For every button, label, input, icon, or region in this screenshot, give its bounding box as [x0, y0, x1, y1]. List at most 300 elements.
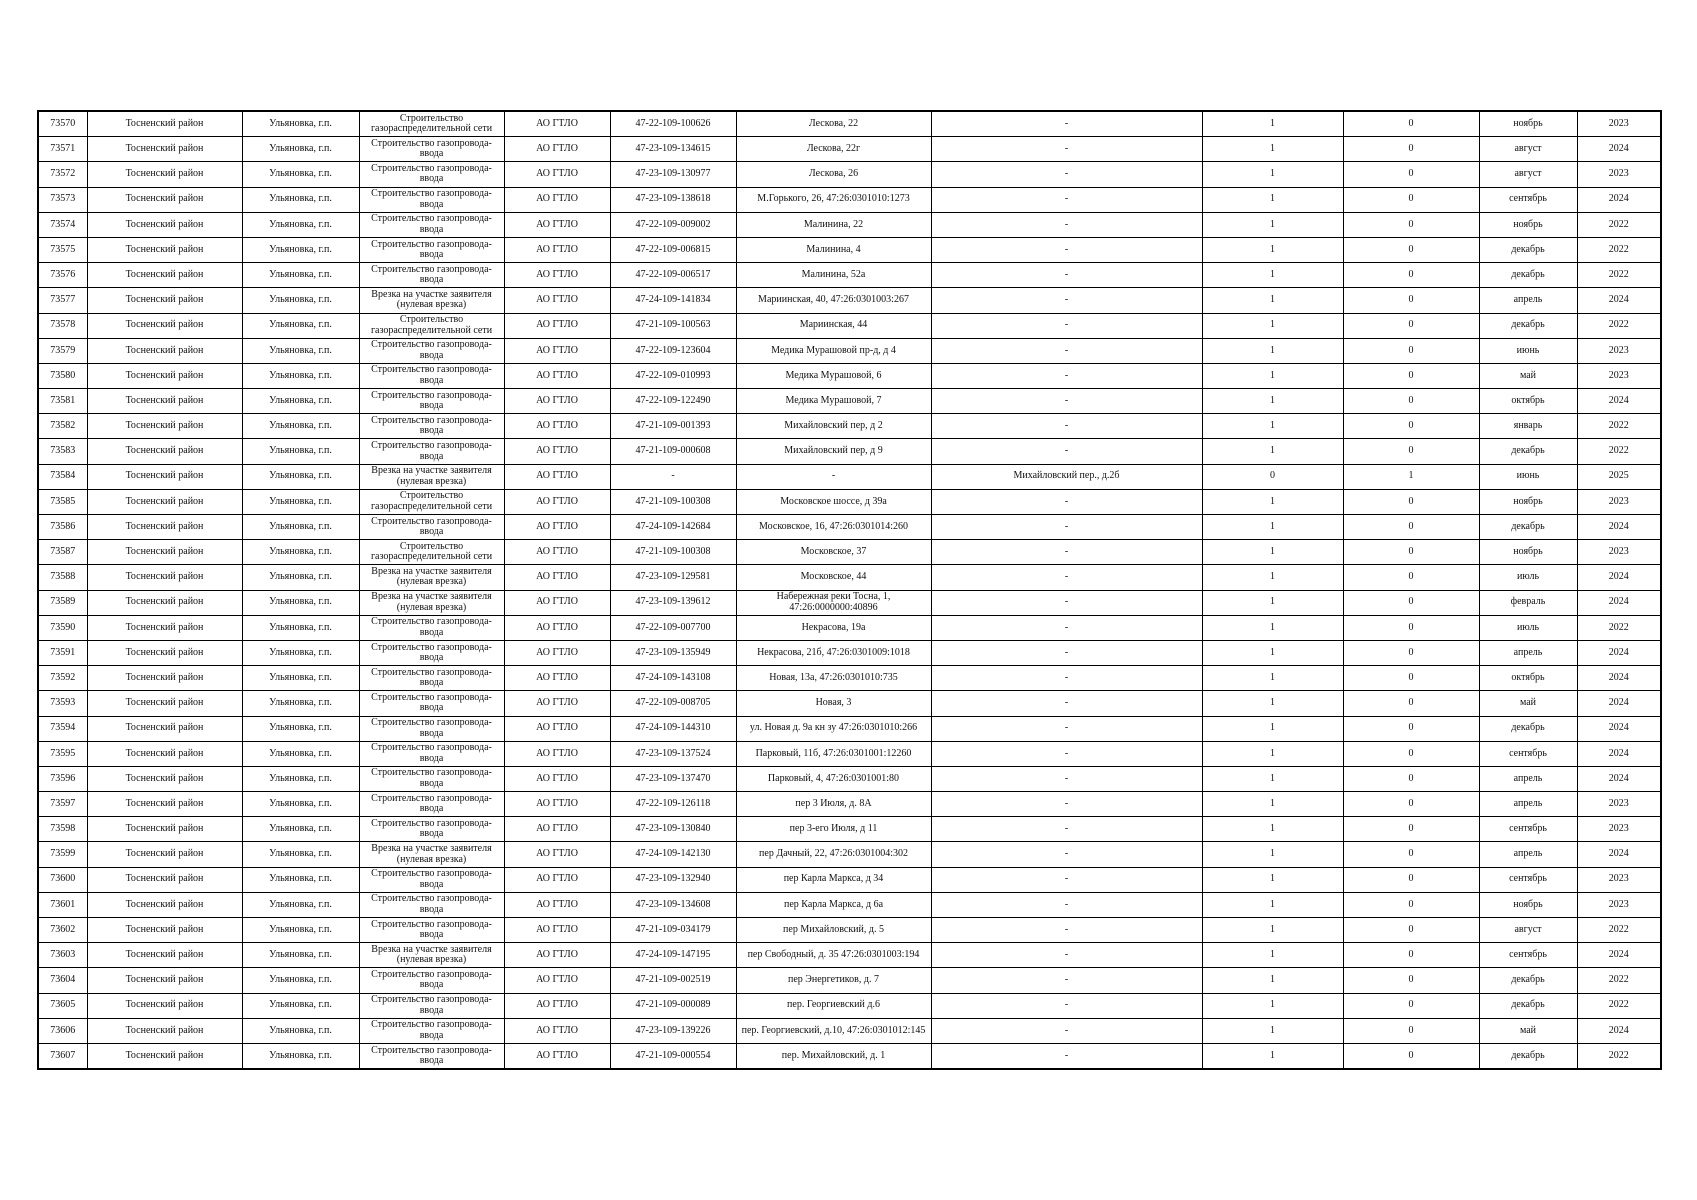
row-id-cell: 73601: [38, 892, 87, 917]
alt-address-cell: -: [931, 137, 1202, 162]
alt-address-cell: -: [931, 792, 1202, 817]
work-type-cell: Строительство газопровода-ввода: [359, 766, 504, 791]
settlement-cell: Ульяновка, г.п.: [242, 766, 359, 791]
count-a-cell: 1: [1202, 414, 1343, 439]
settlement-cell: Ульяновка, г.п.: [242, 691, 359, 716]
district-cell: Тосненский район: [87, 212, 242, 237]
count-a-cell: 1: [1202, 993, 1343, 1018]
alt-address-cell: -: [931, 817, 1202, 842]
work-type-cell: Строительство газопровода-ввода: [359, 918, 504, 943]
address-cell: пер Карла Маркса, д 6а: [736, 892, 931, 917]
year-cell: 2025: [1577, 464, 1661, 489]
month-cell: декабрь: [1479, 716, 1577, 741]
organization-cell: АО ГТЛО: [504, 389, 610, 414]
row-id-cell: 73579: [38, 338, 87, 363]
count-a-cell: 1: [1202, 943, 1343, 968]
count-b-cell: 0: [1343, 414, 1479, 439]
application-number-cell: 47-23-109-139226: [610, 1018, 736, 1043]
table-row: [38, 464, 1661, 489]
settlement-cell: Ульяновка, г.п.: [242, 968, 359, 993]
year-cell: 2022: [1577, 414, 1661, 439]
district-cell: Тосненский район: [87, 162, 242, 187]
row-id-cell: 73593: [38, 691, 87, 716]
year-cell: 2024: [1577, 590, 1661, 615]
district-cell: Тосненский район: [87, 892, 242, 917]
alt-address-cell: -: [931, 1018, 1202, 1043]
organization-cell: АО ГТЛО: [504, 640, 610, 665]
count-b-cell: 0: [1343, 338, 1479, 363]
row-id-cell: 73574: [38, 212, 87, 237]
organization-cell: АО ГТЛО: [504, 1018, 610, 1043]
count-b-cell: 0: [1343, 263, 1479, 288]
organization-cell: АО ГТЛО: [504, 867, 610, 892]
application-number-cell: 47-21-109-002519: [610, 968, 736, 993]
row-id-cell: 73595: [38, 741, 87, 766]
table-row: [38, 540, 1661, 565]
settlement-cell: Ульяновка, г.п.: [242, 263, 359, 288]
count-a-cell: 1: [1202, 766, 1343, 791]
organization-cell: АО ГТЛО: [504, 892, 610, 917]
organization-cell: АО ГТЛО: [504, 515, 610, 540]
work-type-cell: Строительство газопровода-ввода: [359, 691, 504, 716]
settlement-cell: Ульяновка, г.п.: [242, 515, 359, 540]
settlement-cell: Ульяновка, г.п.: [242, 540, 359, 565]
district-cell: Тосненский район: [87, 237, 242, 262]
count-b-cell: 0: [1343, 1018, 1479, 1043]
settlement-cell: Ульяновка, г.п.: [242, 389, 359, 414]
application-number-cell: 47-22-109-007700: [610, 615, 736, 640]
application-number-cell: 47-23-109-130840: [610, 817, 736, 842]
count-b-cell: 0: [1343, 590, 1479, 615]
count-b-cell: 0: [1343, 918, 1479, 943]
settlement-cell: Ульяновка, г.п.: [242, 817, 359, 842]
year-cell: 2024: [1577, 288, 1661, 313]
month-cell: август: [1479, 918, 1577, 943]
settlement-cell: Ульяновка, г.п.: [242, 1043, 359, 1069]
table-row: [38, 489, 1661, 514]
year-cell: 2024: [1577, 389, 1661, 414]
alt-address-cell: -: [931, 615, 1202, 640]
count-a-cell: 1: [1202, 892, 1343, 917]
address-cell: Мариинская, 40, 47:26:0301003:267: [736, 288, 931, 313]
work-type-cell: Врезка на участке заявителя (нулевая врезка): [359, 565, 504, 590]
organization-cell: АО ГТЛО: [504, 943, 610, 968]
work-type-cell: Строительство газопровода-ввода: [359, 137, 504, 162]
district-cell: Тосненский район: [87, 414, 242, 439]
alt-address-cell: -: [931, 212, 1202, 237]
alt-address-cell: -: [931, 691, 1202, 716]
settlement-cell: Ульяновка, г.п.: [242, 439, 359, 464]
work-type-cell: Врезка на участке заявителя (нулевая врезка): [359, 943, 504, 968]
district-cell: Тосненский район: [87, 666, 242, 691]
address-cell: пер. Георгиевский д.6: [736, 993, 931, 1018]
count-b-cell: 0: [1343, 666, 1479, 691]
year-cell: 2022: [1577, 237, 1661, 262]
count-a-cell: 1: [1202, 817, 1343, 842]
organization-cell: АО ГТЛО: [504, 237, 610, 262]
year-cell: 2024: [1577, 666, 1661, 691]
table-row: [38, 918, 1661, 943]
organization-cell: АО ГТЛО: [504, 288, 610, 313]
row-id-cell: 73573: [38, 187, 87, 212]
month-cell: декабрь: [1479, 515, 1577, 540]
settlement-cell: Ульяновка, г.п.: [242, 111, 359, 137]
count-b-cell: 0: [1343, 515, 1479, 540]
application-number-cell: 47-21-109-000554: [610, 1043, 736, 1069]
table-row: [38, 389, 1661, 414]
count-a-cell: 1: [1202, 716, 1343, 741]
settlement-cell: Ульяновка, г.п.: [242, 489, 359, 514]
alt-address-cell: -: [931, 111, 1202, 137]
address-cell: пер Карла Маркса, д 34: [736, 867, 931, 892]
year-cell: 2023: [1577, 363, 1661, 388]
alt-address-cell: -: [931, 842, 1202, 867]
year-cell: 2022: [1577, 313, 1661, 338]
organization-cell: АО ГТЛО: [504, 666, 610, 691]
work-type-cell: Строительство газопровода-ввода: [359, 615, 504, 640]
row-id-cell: 73576: [38, 263, 87, 288]
row-id-cell: 73578: [38, 313, 87, 338]
settlement-cell: Ульяновка, г.п.: [242, 237, 359, 262]
district-cell: Тосненский район: [87, 263, 242, 288]
alt-address-cell: -: [931, 540, 1202, 565]
month-cell: октябрь: [1479, 389, 1577, 414]
organization-cell: АО ГТЛО: [504, 993, 610, 1018]
alt-address-cell: -: [931, 263, 1202, 288]
count-b-cell: 0: [1343, 993, 1479, 1018]
month-cell: сентябрь: [1479, 943, 1577, 968]
table-row: [38, 716, 1661, 741]
count-a-cell: 1: [1202, 237, 1343, 262]
work-type-cell: Врезка на участке заявителя (нулевая врезка): [359, 464, 504, 489]
settlement-cell: Ульяновка, г.п.: [242, 187, 359, 212]
year-cell: 2023: [1577, 792, 1661, 817]
district-cell: Тосненский район: [87, 792, 242, 817]
alt-address-cell: -: [931, 414, 1202, 439]
application-number-cell: 47-22-109-126118: [610, 792, 736, 817]
count-a-cell: 1: [1202, 187, 1343, 212]
year-cell: 2023: [1577, 817, 1661, 842]
address-cell: М.Горького, 26, 47:26:0301010:1273: [736, 187, 931, 212]
settlement-cell: Ульяновка, г.п.: [242, 565, 359, 590]
table-row: [38, 590, 1661, 615]
settlement-cell: Ульяновка, г.п.: [242, 615, 359, 640]
district-cell: Тосненский район: [87, 817, 242, 842]
address-cell: пер Михайловский, д. 5: [736, 918, 931, 943]
organization-cell: АО ГТЛО: [504, 716, 610, 741]
table-row: [38, 111, 1661, 137]
count-a-cell: 1: [1202, 666, 1343, 691]
settlement-cell: Ульяновка, г.п.: [242, 338, 359, 363]
table-row: [38, 766, 1661, 791]
organization-cell: АО ГТЛО: [504, 615, 610, 640]
alt-address-cell: -: [931, 565, 1202, 590]
application-number-cell: 47-23-109-139612: [610, 590, 736, 615]
table-row: [38, 741, 1661, 766]
work-type-cell: Строительство газопровода-ввода: [359, 716, 504, 741]
row-id-cell: 73575: [38, 237, 87, 262]
work-type-cell: Строительство газопровода-ввода: [359, 187, 504, 212]
alt-address-cell: -: [931, 187, 1202, 212]
district-cell: Тосненский район: [87, 540, 242, 565]
table-row: [38, 212, 1661, 237]
count-b-cell: 0: [1343, 288, 1479, 313]
alt-address-cell: -: [931, 766, 1202, 791]
address-cell: Некрасова, 19а: [736, 615, 931, 640]
work-type-cell: Строительство газопровода-ввода: [359, 640, 504, 665]
alt-address-cell: -: [931, 918, 1202, 943]
address-cell: ул. Новая д. 9а кн зу 47:26:0301010:266: [736, 716, 931, 741]
organization-cell: АО ГТЛО: [504, 313, 610, 338]
district-cell: Тосненский район: [87, 741, 242, 766]
count-a-cell: 1: [1202, 162, 1343, 187]
month-cell: апрель: [1479, 766, 1577, 791]
count-a-cell: 1: [1202, 137, 1343, 162]
count-b-cell: 0: [1343, 892, 1479, 917]
address-cell: Московское, 37: [736, 540, 931, 565]
table-row: [38, 137, 1661, 162]
organization-cell: АО ГТЛО: [504, 439, 610, 464]
alt-address-cell: -: [931, 943, 1202, 968]
address-cell: Лескова, 22г: [736, 137, 931, 162]
district-cell: Тосненский район: [87, 993, 242, 1018]
year-cell: 2024: [1577, 187, 1661, 212]
year-cell: 2022: [1577, 1043, 1661, 1069]
year-cell: 2024: [1577, 565, 1661, 590]
table-row: [38, 363, 1661, 388]
application-number-cell: 47-23-109-137470: [610, 766, 736, 791]
row-id-cell: 73598: [38, 817, 87, 842]
district-cell: Тосненский район: [87, 389, 242, 414]
address-cell: Медика Мурашовой, 6: [736, 363, 931, 388]
alt-address-cell: -: [931, 741, 1202, 766]
alt-address-cell: -: [931, 666, 1202, 691]
application-number-cell: -: [610, 464, 736, 489]
count-a-cell: 1: [1202, 590, 1343, 615]
district-cell: Тосненский район: [87, 1043, 242, 1069]
address-cell: Малинина, 4: [736, 237, 931, 262]
address-cell: -: [736, 464, 931, 489]
year-cell: 2023: [1577, 540, 1661, 565]
settlement-cell: Ульяновка, г.п.: [242, 943, 359, 968]
work-type-cell: Строительство газораспределительной сети: [359, 111, 504, 137]
table-row: [38, 187, 1661, 212]
count-b-cell: 0: [1343, 615, 1479, 640]
address-cell: пер. Георгиевский, д.10, 47:26:0301012:145: [736, 1018, 931, 1043]
address-cell: Некрасова, 21б, 47:26:0301009:1018: [736, 640, 931, 665]
count-a-cell: 1: [1202, 691, 1343, 716]
district-cell: Тосненский район: [87, 716, 242, 741]
table-row: [38, 640, 1661, 665]
row-id-cell: 73591: [38, 640, 87, 665]
row-id-cell: 73599: [38, 842, 87, 867]
district-cell: Тосненский район: [87, 590, 242, 615]
count-b-cell: 1: [1343, 464, 1479, 489]
year-cell: 2022: [1577, 615, 1661, 640]
district-cell: Тосненский район: [87, 565, 242, 590]
alt-address-cell: -: [931, 338, 1202, 363]
count-a-cell: 1: [1202, 565, 1343, 590]
row-id-cell: 73594: [38, 716, 87, 741]
year-cell: 2022: [1577, 212, 1661, 237]
application-number-cell: 47-22-109-006815: [610, 237, 736, 262]
row-id-cell: 73587: [38, 540, 87, 565]
table-row: [38, 515, 1661, 540]
month-cell: июнь: [1479, 338, 1577, 363]
organization-cell: АО ГТЛО: [504, 162, 610, 187]
table-row: [38, 414, 1661, 439]
settlement-cell: Ульяновка, г.п.: [242, 212, 359, 237]
organization-cell: АО ГТЛО: [504, 489, 610, 514]
application-number-cell: 47-22-109-122490: [610, 389, 736, 414]
application-number-cell: 47-21-109-000089: [610, 993, 736, 1018]
work-type-cell: Строительство газопровода-ввода: [359, 363, 504, 388]
address-cell: пер Свободный, д. 35 47:26:0301003:194: [736, 943, 931, 968]
row-id-cell: 73606: [38, 1018, 87, 1043]
alt-address-cell: -: [931, 389, 1202, 414]
work-type-cell: Строительство газопровода-ввода: [359, 1018, 504, 1043]
district-cell: Тосненский район: [87, 968, 242, 993]
work-type-cell: Строительство газопровода-ввода: [359, 212, 504, 237]
address-cell: Московское шоссе, д 39а: [736, 489, 931, 514]
month-cell: январь: [1479, 414, 1577, 439]
organization-cell: АО ГТЛО: [504, 464, 610, 489]
count-a-cell: 1: [1202, 515, 1343, 540]
organization-cell: АО ГТЛО: [504, 741, 610, 766]
count-a-cell: 1: [1202, 741, 1343, 766]
year-cell: 2024: [1577, 1018, 1661, 1043]
application-number-cell: 47-21-109-100563: [610, 313, 736, 338]
organization-cell: АО ГТЛО: [504, 212, 610, 237]
table-row: [38, 162, 1661, 187]
month-cell: сентябрь: [1479, 867, 1577, 892]
organization-cell: АО ГТЛО: [504, 968, 610, 993]
month-cell: декабрь: [1479, 439, 1577, 464]
district-cell: Тосненский район: [87, 363, 242, 388]
alt-address-cell: Михайловский пер., д.2б: [931, 464, 1202, 489]
application-number-cell: 47-24-109-142684: [610, 515, 736, 540]
address-cell: Малинина, 22: [736, 212, 931, 237]
month-cell: октябрь: [1479, 666, 1577, 691]
table-body: [38, 111, 1661, 1069]
settlement-cell: Ульяновка, г.п.: [242, 741, 359, 766]
count-a-cell: 1: [1202, 363, 1343, 388]
district-cell: Тосненский район: [87, 766, 242, 791]
work-type-cell: Врезка на участке заявителя (нулевая врезка): [359, 842, 504, 867]
work-type-cell: Строительство газораспределительной сети: [359, 540, 504, 565]
alt-address-cell: -: [931, 716, 1202, 741]
count-a-cell: 1: [1202, 968, 1343, 993]
address-cell: Набережная реки Тосна, 1, 47:26:0000000:40896: [736, 590, 931, 615]
organization-cell: АО ГТЛО: [504, 363, 610, 388]
count-b-cell: 0: [1343, 943, 1479, 968]
alt-address-cell: -: [931, 162, 1202, 187]
address-cell: Парковый, 11б, 47:26:0301001:12260: [736, 741, 931, 766]
organization-cell: АО ГТЛО: [504, 792, 610, 817]
row-id-cell: 73584: [38, 464, 87, 489]
organization-cell: АО ГТЛО: [504, 187, 610, 212]
address-cell: Новая, 3: [736, 691, 931, 716]
count-b-cell: 0: [1343, 640, 1479, 665]
settlement-cell: Ульяновка, г.п.: [242, 414, 359, 439]
application-number-cell: 47-23-109-137524: [610, 741, 736, 766]
organization-cell: АО ГТЛО: [504, 540, 610, 565]
count-a-cell: 1: [1202, 615, 1343, 640]
year-cell: 2023: [1577, 892, 1661, 917]
application-number-cell: 47-23-109-138618: [610, 187, 736, 212]
work-type-cell: Врезка на участке заявителя (нулевая врезка): [359, 590, 504, 615]
count-b-cell: 0: [1343, 792, 1479, 817]
address-cell: Лескова, 26: [736, 162, 931, 187]
table-row: [38, 666, 1661, 691]
row-id-cell: 73596: [38, 766, 87, 791]
row-id-cell: 73577: [38, 288, 87, 313]
month-cell: сентябрь: [1479, 817, 1577, 842]
work-type-cell: Строительство газопровода-ввода: [359, 439, 504, 464]
work-type-cell: Строительство газопровода-ввода: [359, 666, 504, 691]
application-number-cell: 47-22-109-100626: [610, 111, 736, 137]
row-id-cell: 73590: [38, 615, 87, 640]
count-b-cell: 0: [1343, 691, 1479, 716]
address-cell: Малинина, 52а: [736, 263, 931, 288]
alt-address-cell: -: [931, 968, 1202, 993]
month-cell: апрель: [1479, 640, 1577, 665]
alt-address-cell: -: [931, 993, 1202, 1018]
year-cell: 2023: [1577, 162, 1661, 187]
month-cell: апрель: [1479, 792, 1577, 817]
year-cell: 2022: [1577, 968, 1661, 993]
district-cell: Тосненский район: [87, 313, 242, 338]
data-table: [37, 110, 1662, 1070]
organization-cell: АО ГТЛО: [504, 1043, 610, 1069]
count-a-cell: 1: [1202, 212, 1343, 237]
application-number-cell: 47-22-109-010993: [610, 363, 736, 388]
month-cell: ноябрь: [1479, 540, 1577, 565]
settlement-cell: Ульяновка, г.п.: [242, 288, 359, 313]
work-type-cell: Строительство газопровода-ввода: [359, 892, 504, 917]
year-cell: 2024: [1577, 741, 1661, 766]
year-cell: 2024: [1577, 943, 1661, 968]
organization-cell: АО ГТЛО: [504, 137, 610, 162]
month-cell: май: [1479, 1018, 1577, 1043]
row-id-cell: 73580: [38, 363, 87, 388]
address-cell: пер 3-его Июля, д 11: [736, 817, 931, 842]
count-b-cell: 0: [1343, 212, 1479, 237]
month-cell: май: [1479, 691, 1577, 716]
address-cell: Мариинская, 44: [736, 313, 931, 338]
year-cell: 2023: [1577, 338, 1661, 363]
application-number-cell: 47-23-109-135949: [610, 640, 736, 665]
work-type-cell: Строительство газопровода-ввода: [359, 867, 504, 892]
alt-address-cell: -: [931, 439, 1202, 464]
month-cell: декабрь: [1479, 237, 1577, 262]
address-cell: пер Дачный, 22, 47:26:0301004:302: [736, 842, 931, 867]
settlement-cell: Ульяновка, г.п.: [242, 137, 359, 162]
work-type-cell: Строительство газопровода-ввода: [359, 338, 504, 363]
table-row: [38, 313, 1661, 338]
year-cell: 2022: [1577, 918, 1661, 943]
alt-address-cell: -: [931, 363, 1202, 388]
row-id-cell: 73570: [38, 111, 87, 137]
work-type-cell: Строительство газопровода-ввода: [359, 389, 504, 414]
count-b-cell: 0: [1343, 111, 1479, 137]
alt-address-cell: -: [931, 313, 1202, 338]
organization-cell: АО ГТЛО: [504, 263, 610, 288]
month-cell: май: [1479, 363, 1577, 388]
organization-cell: АО ГТЛО: [504, 691, 610, 716]
settlement-cell: Ульяновка, г.п.: [242, 666, 359, 691]
application-number-cell: 47-21-109-001393: [610, 414, 736, 439]
